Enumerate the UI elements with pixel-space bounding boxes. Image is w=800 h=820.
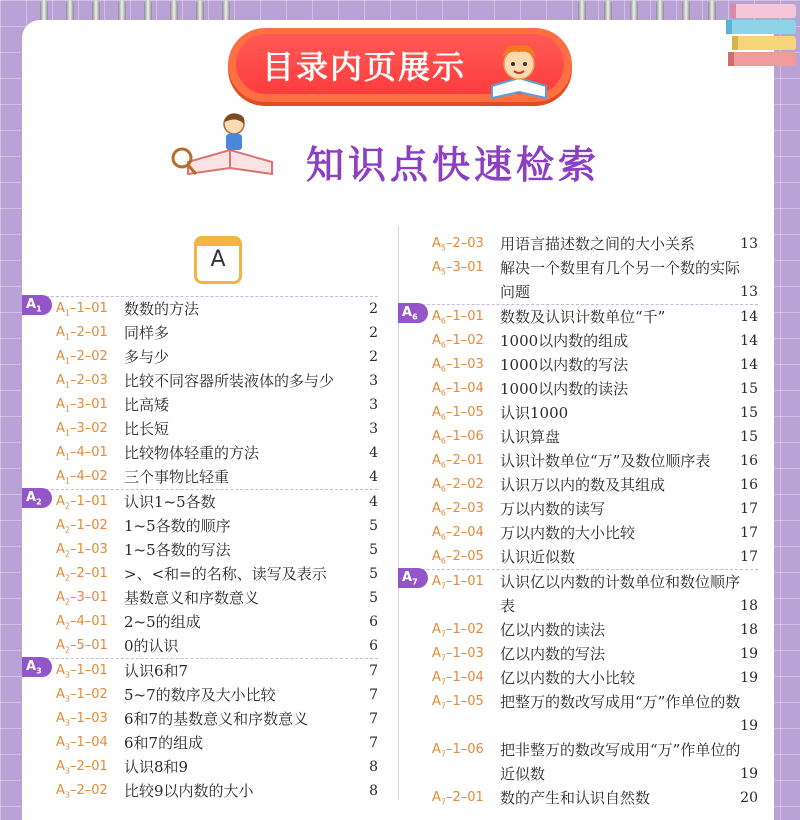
entry-page-number: 7: [369, 663, 378, 679]
entry-code: $A_3-1-01$: [56, 663, 108, 680]
toc-entry[interactable]: [26, 297, 378, 321]
entry-code: $A_2-1-03$: [56, 542, 108, 559]
entry-code: $A_7-1-02$: [432, 622, 484, 639]
toc-entry[interactable]: [26, 610, 378, 634]
entry-title: 万以内数的读写: [500, 500, 606, 518]
entry-page-number: 13: [740, 284, 758, 300]
entry-title: 0的认识: [124, 637, 179, 655]
entry-title: 认识8和9: [124, 758, 189, 776]
toc-group: [402, 304, 758, 569]
entry-code: $A_1-2-01$: [56, 325, 108, 342]
entry-page-number: 19: [740, 766, 758, 782]
entry-page-number: 5: [369, 542, 378, 558]
toc-entry[interactable]: [402, 570, 758, 618]
toc-entry[interactable]: [402, 401, 758, 425]
toc-entry[interactable]: [26, 345, 378, 369]
toc-entry[interactable]: [402, 329, 758, 353]
section-title: 知识点快速检索: [306, 143, 601, 187]
entry-title: 比较物体轻重的方法: [124, 444, 260, 462]
entry-title: 数数及认识计数单位“千”: [500, 308, 666, 326]
toc-entry[interactable]: [402, 642, 758, 666]
books-stack-icon: [724, 0, 800, 80]
entry-code: $A_1-3-01$: [56, 397, 108, 414]
entry-title: 1000以内数的写法: [500, 356, 629, 374]
entry-title: 数的产生和认识自然数: [500, 789, 651, 807]
entry-code: $A_2-4-01$: [56, 614, 108, 631]
entry-code: $A_1-2-02$: [56, 349, 108, 366]
entry-code: $A_6-1-05$: [432, 405, 484, 422]
entry-title: 认识万以内的数及其组成: [500, 476, 666, 494]
entry-page-number: 3: [369, 397, 378, 413]
entry-code: $A_6-2-01$: [432, 453, 484, 470]
entry-title: 比较不同容器所装液体的多与少: [124, 372, 335, 390]
entry-page-number: 19: [740, 646, 758, 662]
entry-code: $A_7-1-03$: [432, 646, 484, 663]
entry-title: 把整万的数改写成用“万”作单位的数: [500, 693, 741, 711]
entry-page-number: 19: [740, 670, 758, 686]
entry-title: 把非整万的数改写成用“万”作单位的近似数: [500, 741, 741, 783]
entry-page-number: 15: [740, 405, 758, 421]
toc-entry[interactable]: [402, 425, 758, 449]
entry-page-number: 15: [740, 429, 758, 445]
entry-page-number: 2: [369, 301, 378, 317]
entry-code: $A_1-1-01$: [56, 301, 108, 318]
entry-page-number: 7: [369, 687, 378, 703]
entry-code: $A_3-1-02$: [56, 687, 108, 704]
toc-entry[interactable]: [26, 755, 378, 779]
banner-title: 目录内页展示: [262, 48, 467, 86]
entry-code: $A_7-1-04$: [432, 670, 484, 687]
entry-page-number: 5: [369, 590, 378, 606]
entry-title: 同样多: [124, 324, 170, 342]
entry-page-number: 7: [369, 735, 378, 751]
entry-title: 比较9以内数的大小: [124, 782, 254, 800]
entry-page-number: 18: [740, 622, 758, 638]
toc-group: [402, 569, 758, 810]
entry-title: 亿以内数的写法: [500, 645, 606, 663]
entry-page-number: 17: [740, 525, 758, 541]
toc-entry[interactable]: [26, 490, 378, 514]
unit-badge: $A_6$: [398, 303, 428, 323]
toc-entry[interactable]: [402, 666, 758, 690]
entry-title: 比高矮: [124, 396, 170, 414]
entry-code: $A_3-2-01$: [56, 759, 108, 776]
toc-entry[interactable]: [26, 779, 378, 803]
entry-page-number: 4: [369, 469, 378, 485]
entry-page-number: 20: [740, 790, 758, 806]
entry-code: $A_1-4-01$: [56, 445, 108, 462]
toc-entry[interactable]: [26, 731, 378, 755]
entry-code: $A_2-1-01$: [56, 494, 108, 511]
entry-code: $A_1-4-02$: [56, 469, 108, 486]
entry-title: 2~5的组成: [124, 613, 201, 631]
toc-entry[interactable]: [402, 256, 758, 304]
entry-page-number: 18: [740, 598, 758, 614]
entry-page-number: 14: [740, 309, 758, 325]
toc-entry[interactable]: [26, 393, 378, 417]
entry-title: 5~7的数序及大小比较: [124, 686, 276, 704]
toc-entry[interactable]: [402, 232, 758, 256]
toc-entry[interactable]: [26, 514, 378, 538]
entry-page-number: 5: [369, 566, 378, 582]
section-tab: [194, 236, 242, 284]
entry-code: $A_2-3-01$: [56, 590, 108, 607]
entry-code: $A_3-2-02$: [56, 783, 108, 800]
entry-title: 万以内数的大小比较: [500, 524, 636, 542]
toc-entry[interactable]: [402, 545, 758, 569]
toc-entry[interactable]: [402, 353, 758, 377]
entry-page-number: 2: [369, 349, 378, 365]
entry-page-number: 7: [369, 711, 378, 727]
unit-badge: $A_7$: [398, 568, 428, 588]
entry-page-number: 15: [740, 381, 758, 397]
unit-badge: $A_2$: [22, 488, 52, 508]
entry-page-number: 17: [740, 549, 758, 565]
toc-entry[interactable]: [26, 465, 378, 489]
entry-title: 1~5各数的写法: [124, 541, 231, 559]
entry-page-number: 14: [740, 357, 758, 373]
unit-badge: $A_3$: [22, 657, 52, 677]
toc-entry[interactable]: [402, 377, 758, 401]
toc-group: [26, 296, 378, 489]
toc-entry[interactable]: [402, 449, 758, 473]
entry-page-number: 16: [740, 477, 758, 493]
child-with-book-icon: [168, 110, 288, 190]
entry-page-number: 19: [740, 718, 758, 734]
toc-entry[interactable]: [26, 634, 378, 658]
toc-entry[interactable]: [26, 441, 378, 465]
entry-title: 亿以内数的大小比较: [500, 669, 636, 687]
entry-code: $A_7-1-05$: [432, 694, 484, 711]
right-toc-column: [402, 232, 758, 810]
entry-code: $A_6-1-03$: [432, 357, 484, 374]
entry-title: 三个事物比轻重: [124, 468, 230, 486]
entry-code: $A_2-2-01$: [56, 566, 108, 583]
entry-code: $A_7-1-01$: [432, 574, 484, 591]
entry-title: 1000以内数的组成: [500, 332, 629, 350]
entry-title: 认识算盘: [500, 428, 561, 446]
toc-entry[interactable]: [402, 690, 758, 738]
toc-group: [402, 232, 758, 304]
entry-title: 6和7的组成: [124, 734, 204, 752]
entry-page-number: 8: [369, 759, 378, 775]
toc-entry[interactable]: [26, 683, 378, 707]
entry-title: 亿以内数的读法: [500, 621, 606, 639]
entry-code: $A_6-1-01$: [432, 309, 484, 326]
entry-code: $A_6-2-02$: [432, 477, 484, 494]
entry-page-number: 3: [369, 373, 378, 389]
entry-title: 认识1~5各数: [124, 493, 216, 511]
entry-title: 认识计数单位“万”及数位顺序表: [500, 452, 711, 470]
entry-code: $A_1-3-02$: [56, 421, 108, 438]
entry-page-number: 5: [369, 518, 378, 534]
section-letter: A: [210, 247, 226, 272]
entry-title: 比长短: [124, 420, 170, 438]
toc-entry[interactable]: [26, 369, 378, 393]
toc-entry[interactable]: [26, 321, 378, 345]
left-toc-column: [26, 296, 378, 803]
entry-code: $A_2-1-02$: [56, 518, 108, 535]
entry-code: $A_6-1-06$: [432, 429, 484, 446]
entry-title: >、<和=的名称、读写及表示: [124, 565, 327, 583]
entry-title: 1~5各数的顺序: [124, 517, 231, 535]
entry-title: 认识1000: [500, 404, 569, 422]
entry-code: $A_2-5-01$: [56, 638, 108, 655]
toc-group: [26, 489, 378, 658]
entry-page-number: 17: [740, 501, 758, 517]
entry-page-number: 16: [740, 453, 758, 469]
entry-page-number: 6: [369, 614, 378, 630]
toc-entry[interactable]: [26, 659, 378, 683]
entry-page-number: 4: [369, 445, 378, 461]
toc-entry[interactable]: [26, 538, 378, 562]
toc-entry[interactable]: [402, 786, 758, 810]
toc-entry[interactable]: [26, 562, 378, 586]
mascot-reading-icon: [486, 40, 552, 100]
toc-entry[interactable]: [26, 417, 378, 441]
entry-page-number: 13: [740, 236, 758, 252]
entry-title: 1000以内数的读法: [500, 380, 629, 398]
unit-badge: $A_1$: [22, 295, 52, 315]
entry-code: $A_7-1-06$: [432, 742, 484, 759]
toc-group: [26, 658, 378, 803]
entry-code: $A_3-1-04$: [56, 735, 108, 752]
entry-code: $A_5-2-03$: [432, 236, 484, 253]
toc-entry[interactable]: [402, 473, 758, 497]
entry-page-number: 4: [369, 494, 378, 510]
entry-title: 用语言描述数之间的大小关系: [500, 235, 696, 253]
toc-entry[interactable]: [26, 707, 378, 731]
entry-code: $A_6-2-04$: [432, 525, 484, 542]
entry-title: 认识6和7: [124, 662, 189, 680]
toc-entry[interactable]: [402, 618, 758, 642]
entry-code: $A_5-3-01$: [432, 260, 484, 277]
entry-title: 认识亿以内数的计数单位和数位顺序表: [500, 573, 741, 615]
toc-entry[interactable]: [402, 738, 758, 786]
toc-entry[interactable]: [402, 497, 758, 521]
entry-page-number: 3: [369, 421, 378, 437]
entry-code: $A_1-2-03$: [56, 373, 108, 390]
entry-title: 多与少: [124, 348, 170, 366]
entry-code: $A_6-2-05$: [432, 549, 484, 566]
entry-title: 基数意义和序数意义: [124, 589, 260, 607]
entry-page-number: 8: [369, 783, 378, 799]
entry-title: 解决一个数里有几个另一个数的实际问题: [500, 259, 741, 301]
entry-code: $A_6-2-03$: [432, 501, 484, 518]
toc-entry[interactable]: [402, 521, 758, 545]
toc-entry[interactable]: [26, 586, 378, 610]
entry-code: $A_6-1-04$: [432, 381, 484, 398]
entry-code: $A_3-1-03$: [56, 711, 108, 728]
entry-title: 数数的方法: [124, 300, 200, 318]
entry-page-number: 6: [369, 638, 378, 654]
entry-code: $A_6-1-02$: [432, 333, 484, 350]
entry-title: 认识近似数: [500, 548, 576, 566]
entry-page-number: 2: [369, 325, 378, 341]
entry-code: $A_7-2-01$: [432, 790, 484, 807]
toc-entry[interactable]: [402, 305, 758, 329]
entry-title: 6和7的基数意义和序数意义: [124, 710, 309, 728]
entry-page-number: 14: [740, 333, 758, 349]
